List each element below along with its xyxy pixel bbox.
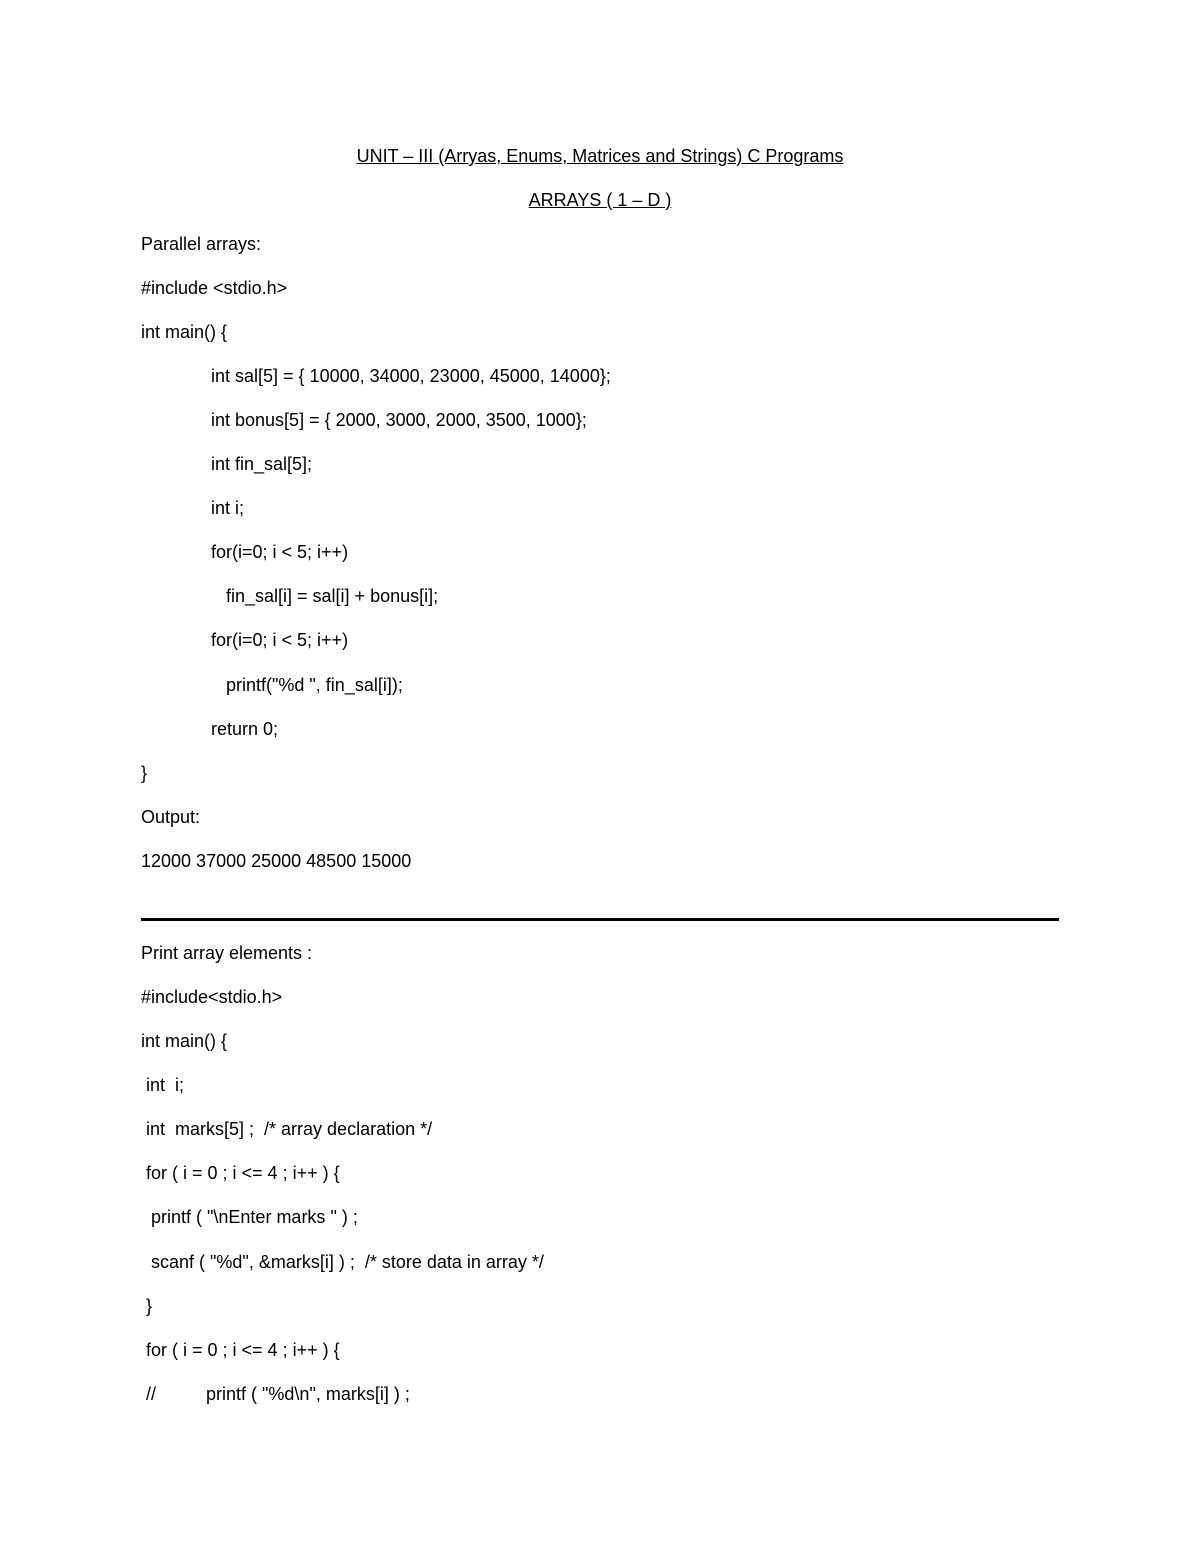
code-line: return 0; bbox=[211, 719, 279, 739]
code-line: printf ( "\nEnter marks " ) ; bbox=[151, 1207, 358, 1227]
code-line: // printf ( "%d\n", marks[i] ) ; bbox=[146, 1384, 410, 1404]
code-line: int marks[5] ; /* array declaration */ bbox=[146, 1119, 433, 1139]
document-subtitle: ARRAYS ( 1 – D ) bbox=[528, 190, 672, 210]
output-value: 12000 37000 25000 48500 15000 bbox=[141, 851, 412, 871]
code-line: } bbox=[141, 763, 148, 783]
code-line: for(i=0; i < 5; i++) bbox=[211, 630, 349, 650]
code-line: int main() { bbox=[141, 1031, 228, 1051]
code-line: int i; bbox=[211, 498, 245, 518]
code-line: fin_sal[i] = sal[i] + bonus[i]; bbox=[226, 586, 439, 606]
code-line: for(i=0; i < 5; i++) bbox=[211, 542, 349, 562]
section-heading-parallel-arrays: Parallel arrays: bbox=[141, 234, 262, 254]
document-title: UNIT – III (Arryas, Enums, Matrices and Strings) C Programs bbox=[356, 146, 844, 166]
code-line: #include <stdio.h> bbox=[141, 278, 288, 298]
code-line: int i; bbox=[146, 1075, 185, 1095]
output-label: Output: bbox=[141, 807, 201, 827]
code-line: for ( i = 0 ; i <= 4 ; i++ ) { bbox=[146, 1163, 340, 1183]
code-line: printf("%d ", fin_sal[i]); bbox=[226, 675, 403, 695]
code-line: int sal[5] = { 10000, 34000, 23000, 45000, 14000}; bbox=[211, 366, 611, 386]
code-line: scanf ( "%d", &marks[i] ) ; /* store data in array */ bbox=[151, 1252, 544, 1272]
code-line: int fin_sal[5]; bbox=[211, 454, 313, 474]
code-line: } bbox=[146, 1296, 153, 1316]
code-line: int bonus[5] = { 2000, 3000, 2000, 3500, 1000}; bbox=[211, 410, 587, 430]
code-line: #include<stdio.h> bbox=[141, 987, 283, 1007]
section-divider bbox=[141, 918, 1059, 921]
code-line: int main() { bbox=[141, 322, 228, 342]
code-line: for ( i = 0 ; i <= 4 ; i++ ) { bbox=[146, 1340, 340, 1360]
section-heading-print-array: Print array elements : bbox=[141, 943, 313, 963]
